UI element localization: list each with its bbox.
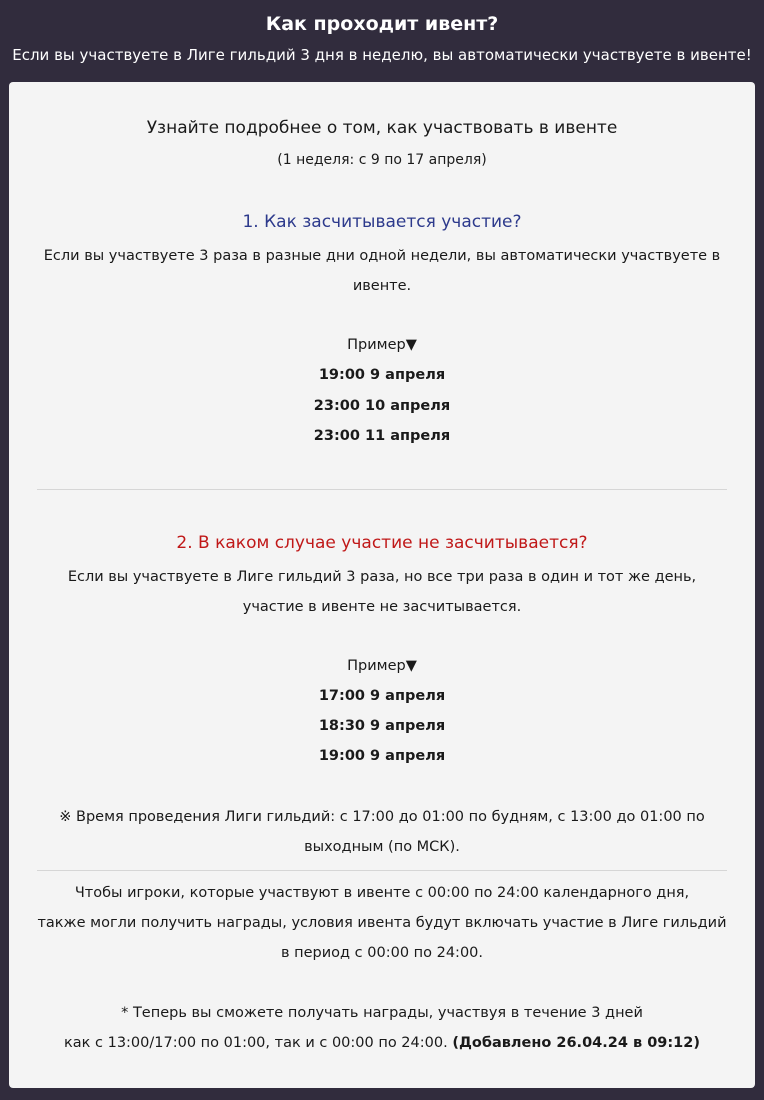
- section1-date-2: 23:00 10 апреля: [313, 398, 451, 414]
- section2-text: Если вы участвуете в Лиге гильдий 3 раза, но все три раза в один и тот же день, участие в ивенте не засчитывается.: [67, 569, 697, 615]
- section2-date-2: 18:30 9 апреля: [318, 718, 446, 734]
- notes-divider: [37, 870, 727, 871]
- update-text: как с 13:00/17:00 по 01:00, так и с 00:00 по 24:00.: [64, 1035, 448, 1051]
- section1-title: 1. Как засчитывается участие?: [242, 212, 522, 232]
- schedule-note: ※ Время проведения Лиги гильдий: с 17:00 до 01:00 по будням, с 13:00 до 01:00 по выходным (по МСК).: [59, 809, 705, 855]
- section2-date-1: 17:00 9 апреля: [318, 688, 446, 704]
- conditions-line-3: в период с 00:00 по 24:00.: [280, 945, 484, 961]
- info-card: [9, 82, 755, 1088]
- section-divider: [37, 489, 727, 490]
- update-line-2: [19, 1028, 745, 1058]
- section1-date-1: 19:00 9 апреля: [318, 367, 446, 383]
- section2-title: 2. В каком случае участие не засчитывается?: [176, 533, 588, 553]
- update-line-1: * Теперь вы сможете получать награды, участвуя в течение 3 дней: [121, 1005, 643, 1021]
- section2-example-label: Пример▼: [347, 658, 417, 674]
- card-heading: Узнайте подробнее о том, как участвовать в ивенте: [146, 118, 618, 138]
- page-title: Как проходит ивент?: [265, 13, 499, 35]
- conditions-line-2: также могли получить награды, условия ивента будут включать участие в Лиге гильдий: [37, 915, 727, 931]
- section1-text: Если вы участвуете 3 раза в разные дни одной недели, вы автоматически участвуете в ивенте.: [43, 248, 721, 294]
- section1-date-3: 23:00 11 апреля: [313, 428, 451, 444]
- page-subtitle: Если вы участвуете в Лиге гильдий 3 дня в неделю, вы автоматически участвуете в ивенте!: [12, 46, 752, 64]
- week-note: (1 неделя: с 9 по 17 апреля): [277, 152, 487, 168]
- header: [0, 0, 764, 81]
- conditions-line-1: Чтобы игроки, которые участвуют в ивенте с 00:00 по 24:00 календарного дня,: [74, 885, 690, 901]
- added-timestamp: (Добавлено 26.04.24 в 09:12): [452, 1035, 700, 1051]
- section2-date-3: 19:00 9 апреля: [318, 748, 446, 764]
- section1-example-label: Пример▼: [347, 337, 417, 353]
